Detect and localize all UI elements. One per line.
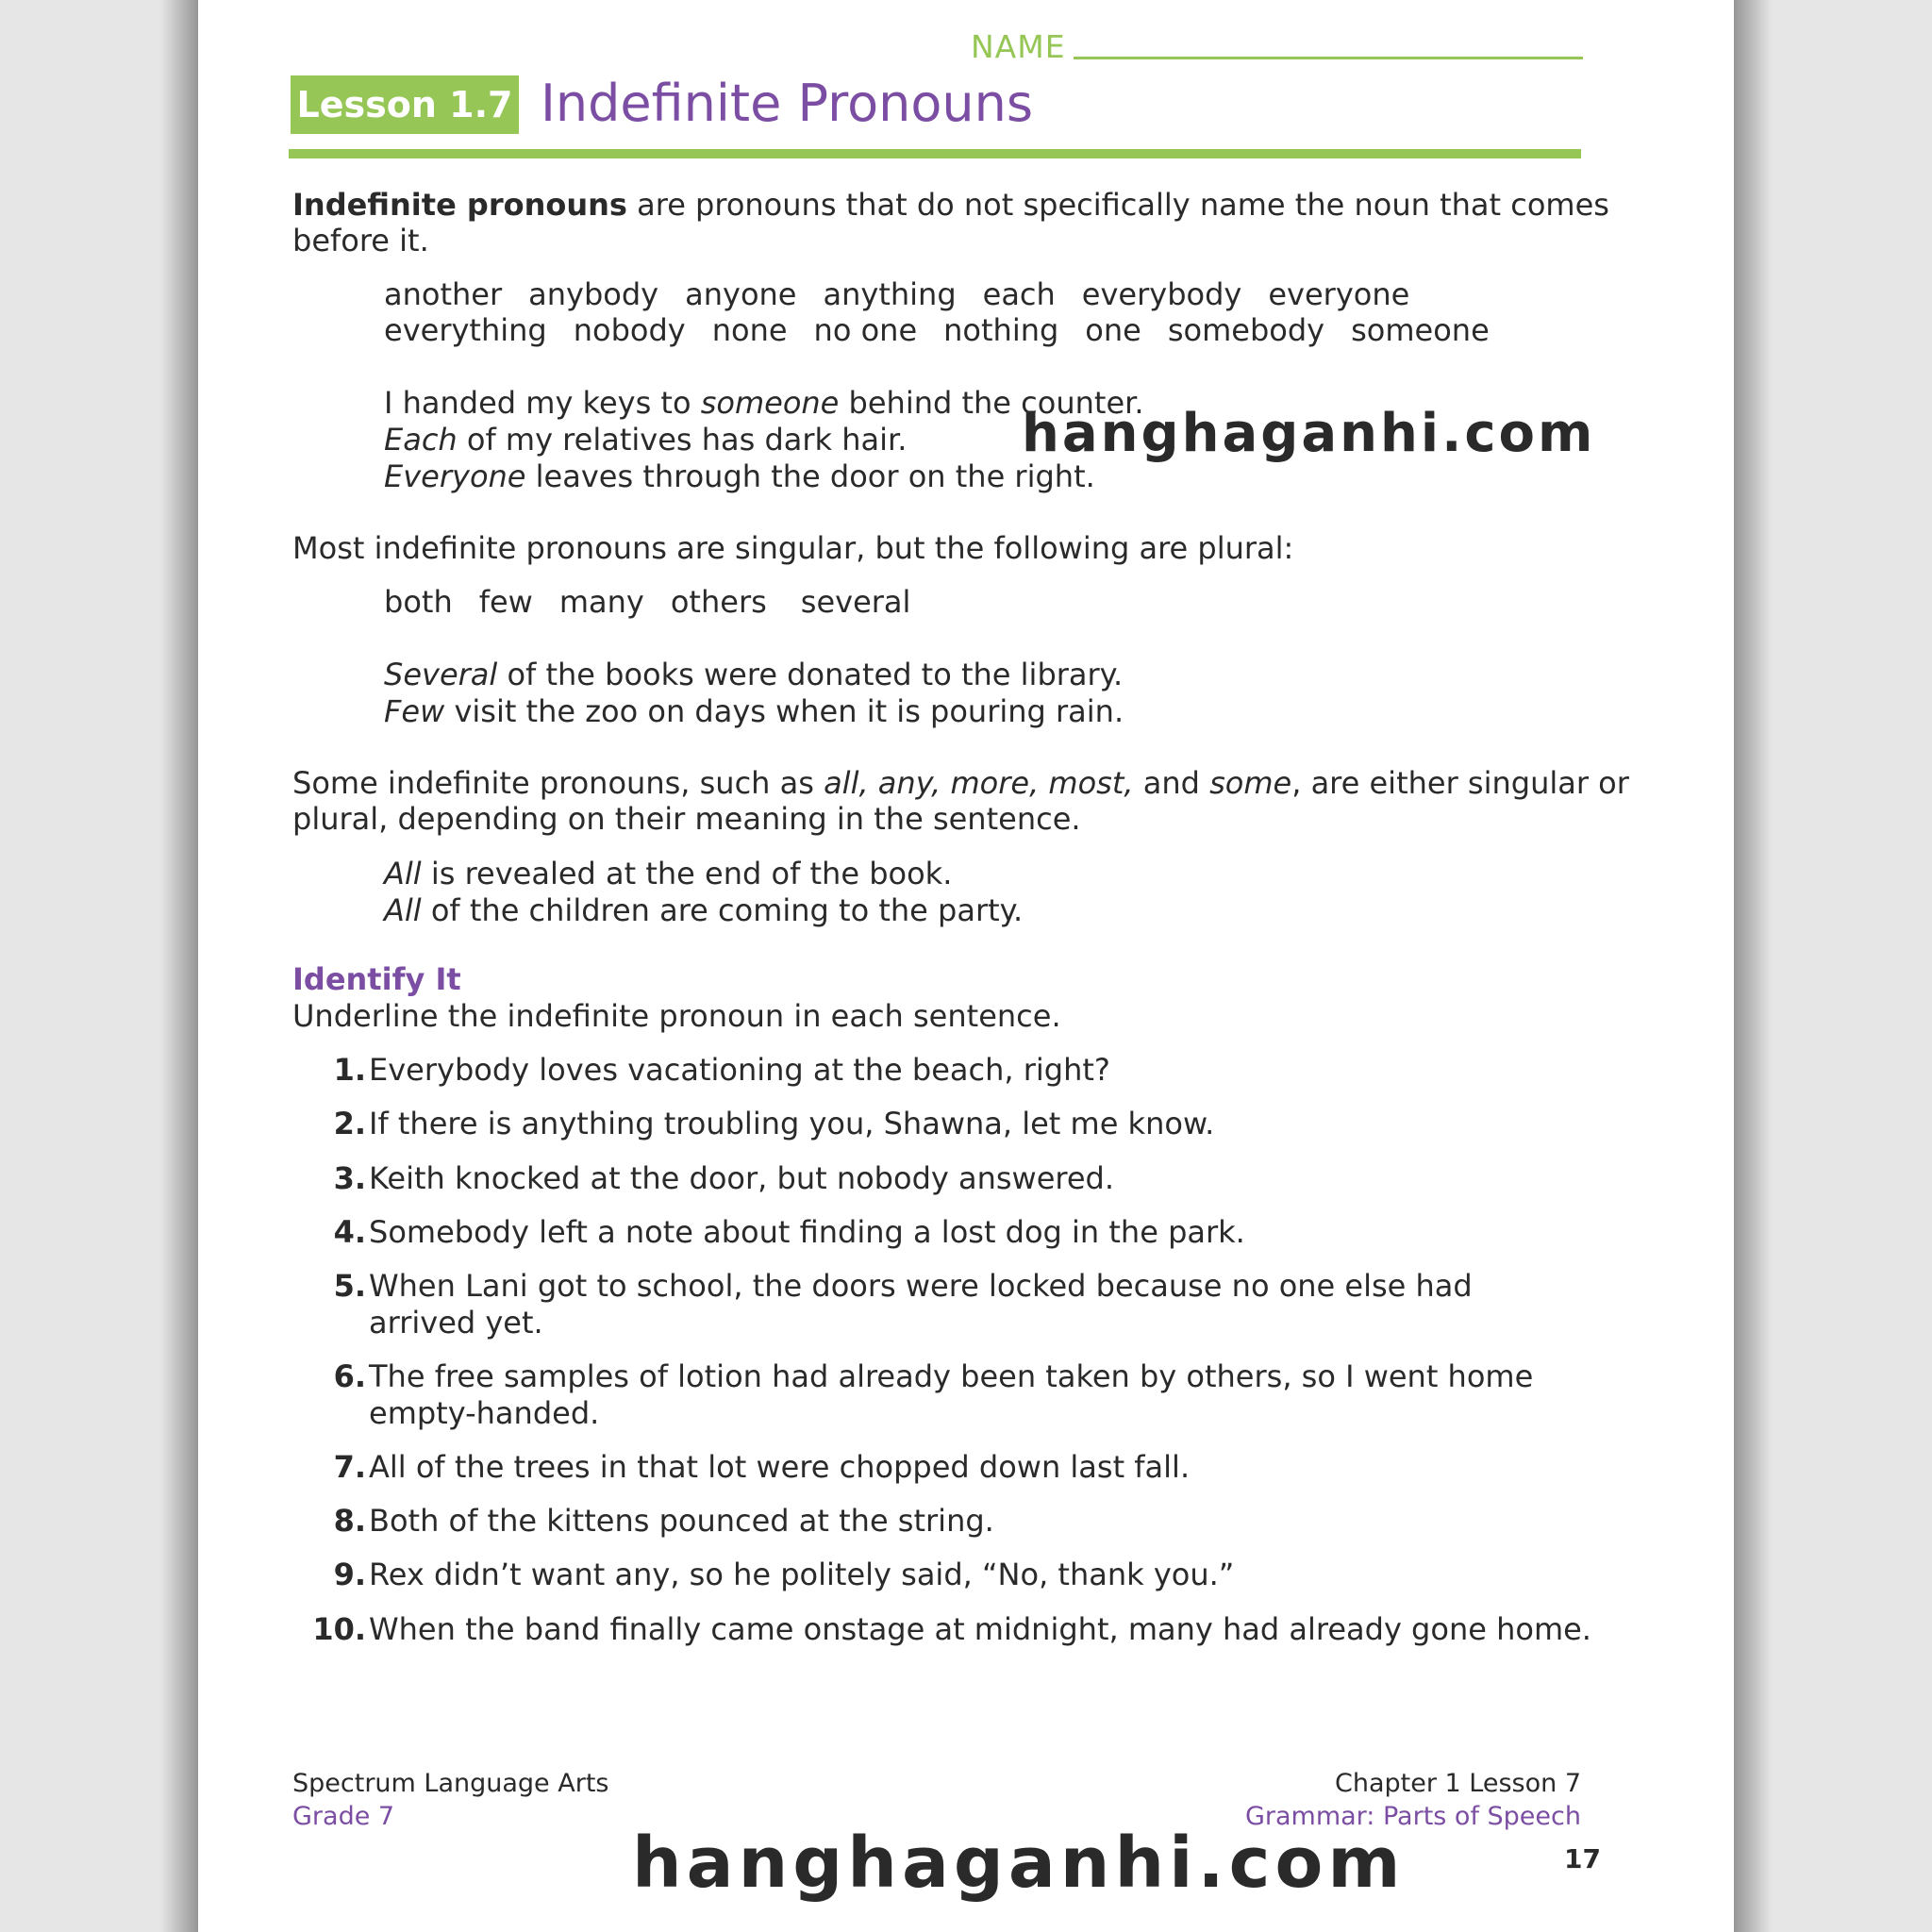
word: someone [1351, 312, 1490, 348]
item-number: 4. [333, 1214, 366, 1250]
singular-word-row-1 [384, 276, 1436, 313]
word: both [384, 584, 453, 620]
item-sentence[interactable]: If there is anything troubling you, Shawna, let me know. [369, 1106, 1215, 1141]
example-text: of the books were donated to the library. [497, 657, 1124, 692]
word: anybody [528, 276, 659, 312]
example-text: of my relatives has dark hair. [457, 422, 908, 458]
word: few [478, 584, 533, 620]
example-pronoun: Several [384, 657, 498, 692]
intro-line-2: before it. [292, 223, 429, 258]
exercise-heading: Identify It [292, 961, 461, 997]
either-pronouns: some [1209, 765, 1292, 801]
intro-line-1 [292, 187, 1609, 224]
word: another [384, 276, 503, 312]
item-number: 8. [333, 1503, 366, 1539]
word: many [558, 584, 644, 620]
intro-definition: are pronouns that do not specifically name the noun that comes [626, 187, 1609, 223]
item-number: 10. [312, 1611, 366, 1647]
example-text: leaves through the door on the right. [525, 458, 1095, 494]
footer-book-title: Spectrum Language Arts [292, 1769, 609, 1798]
page-shadow-right [1734, 0, 1772, 1932]
either-pronouns: all, any, more, most, [824, 765, 1134, 801]
example-pronoun: All [384, 892, 422, 928]
either-text: and [1133, 765, 1210, 801]
page-shadow-left [160, 0, 198, 1932]
word: one [1085, 312, 1141, 348]
item-sentence[interactable]: Keith knocked at the door, but nobody answered. [369, 1160, 1115, 1196]
item-sentence-continued[interactable]: empty-handed. [369, 1395, 600, 1431]
footer-grade: Grade 7 [292, 1802, 395, 1831]
word: everybody [1081, 276, 1242, 312]
example-pronoun: Few [384, 693, 445, 729]
plural-example-1 [384, 657, 1123, 693]
either-example-2 [384, 892, 1023, 929]
word: everything [384, 312, 547, 348]
item-number: 1. [333, 1052, 366, 1088]
example-pronoun: someone [700, 385, 840, 421]
name-label: NAME [971, 28, 1066, 65]
item-sentence-continued[interactable]: arrived yet. [369, 1305, 543, 1341]
word: no one [813, 312, 918, 348]
example-pronoun: Everyone [384, 458, 526, 494]
item-sentence[interactable]: When Lani got to school, the doors were locked because no one else had [369, 1268, 1473, 1304]
watermark: hanghaganhi.com [632, 1823, 1406, 1904]
item-sentence[interactable]: The free samples of lotion had already been taken by others, so I went home [369, 1358, 1534, 1394]
lesson-title: Indefinite Pronouns [541, 74, 1033, 133]
worksheet-page [198, 0, 1734, 1932]
example-text: of the children are coming to the party. [421, 892, 1024, 928]
watermark: hanghaganhi.com [1022, 403, 1596, 464]
singular-example-3 [384, 458, 1095, 495]
either-line-2: plural, depending on their meaning in the sentence. [292, 801, 1081, 837]
either-text: Some indefinite pronouns, such as [292, 765, 824, 801]
item-sentence[interactable]: Somebody left a note about finding a lost dog in the park. [369, 1214, 1245, 1250]
item-number: 3. [333, 1160, 366, 1196]
example-pronoun: Each [384, 422, 458, 458]
word: anything [823, 276, 957, 312]
singular-word-row-2 [384, 312, 1516, 349]
example-text: visit the zoo on days when it is pouring rain. [444, 693, 1124, 729]
title-divider [289, 149, 1581, 158]
item-number: 5. [333, 1268, 366, 1304]
either-line-1 [292, 765, 1629, 802]
item-sentence[interactable]: Rex didn’t want any, so he politely said, “No, thank you.” [369, 1557, 1235, 1592]
word: several [800, 584, 911, 620]
example-text: is revealed at the end of the book. [421, 856, 953, 891]
example-text: I handed my keys to [384, 385, 701, 421]
word: nobody [573, 312, 686, 348]
footer-chapter: Chapter 1 Lesson 7 [1335, 1769, 1581, 1798]
word: nothing [943, 312, 1059, 348]
intro-bold-term: Indefinite pronouns [292, 187, 627, 223]
item-sentence[interactable]: All of the trees in that lot were chopped down last fall. [369, 1449, 1191, 1485]
example-text: behind the counter. [839, 385, 1144, 421]
plural-example-2 [384, 693, 1124, 730]
either-text: , are either singular or [1291, 765, 1629, 801]
word: none [711, 312, 788, 348]
word: anyone [685, 276, 797, 312]
item-sentence[interactable]: When the band finally came onstage at midnight, many had already gone home. [369, 1611, 1591, 1647]
word: others [670, 584, 767, 620]
either-example-1 [384, 856, 952, 892]
footer-topic: Grammar: Parts of Speech [1244, 1802, 1581, 1831]
item-number: 6. [333, 1358, 366, 1394]
item-number: 2. [333, 1106, 366, 1141]
singular-example-2 [384, 422, 907, 458]
item-number: 7. [333, 1449, 366, 1485]
exercise-instruction: Underline the indefinite pronoun in each sentence. [292, 998, 1061, 1034]
item-sentence[interactable]: Everybody loves vacationing at the beach, right? [369, 1052, 1110, 1088]
word: each [982, 276, 1056, 312]
plural-word-row [384, 584, 937, 621]
plural-intro: Most indefinite pronouns are singular, but the following are plural: [292, 530, 1294, 566]
word: everyone [1268, 276, 1410, 312]
word: somebody [1167, 312, 1325, 348]
name-write-line [1074, 57, 1583, 59]
item-sentence[interactable]: Both of the kittens pounced at the string. [369, 1503, 994, 1539]
page-number: 17 [1564, 1843, 1601, 1874]
lesson-badge: Lesson 1.7 [291, 75, 519, 134]
item-number: 9. [333, 1557, 366, 1592]
example-pronoun: All [384, 856, 422, 891]
